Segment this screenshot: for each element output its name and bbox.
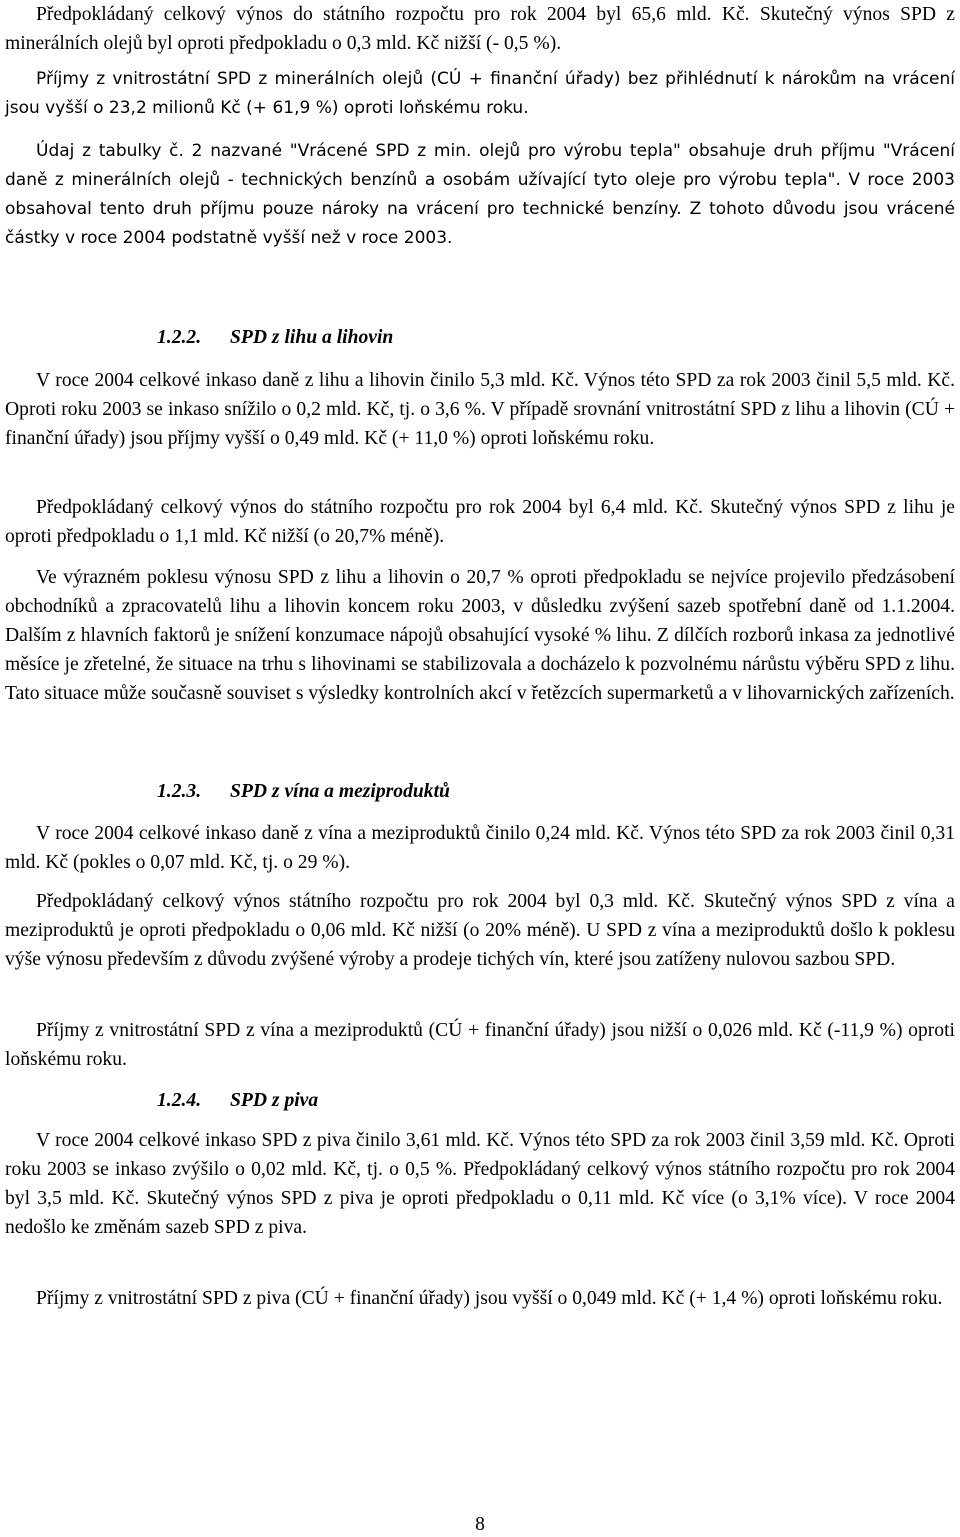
section-title: SPD z lihu a lihovin [230,327,394,348]
paragraph-spirits-decline-reasons: Ve výrazném poklesu výnosu SPD z lihu a lihovin o 20,7 % oproti předpokladu se nejvíce projevilo předzásobení obchodníků a zpracovatelů lihu a lihovin koncem roku 2003, v důsledku zvýšení sazeb spotřební daně od 1.1.2004. Dalším z hlavních faktorů je snížení konzumace nápojů obsahující vysoké % lihu. Z dílčích rozborů inkasa za jednotlivé měsíce je zřetelné, že situace na trhu s lihovinami se stabilizovala a docházelo k pozvolnému nárůstu výběru SPD z lihu. Tato situace může současně souviset s výsledky kontrolních akcí v řetězcích supermarketů a v lihovarnických zařízeních. [5,567,955,704]
page-number: 8 [475,1514,485,1535]
section-number: 1.2.4. [157,1090,202,1111]
paragraph-wine-collection: V roce 2004 celkové inkaso daně z vína a meziproduktů činilo 0,24 mld. Kč. Výnos této SPD za rok 2003 činil 0,31 mld. Kč (pokles o 0,07 mld. Kč, tj. o 29 %). [5,823,955,873]
paragraph-spirits-expected-yield: Předpokládaný celkový výnos do státního rozpočtu pro rok 2004 byl 6,4 mld. Kč. Skutečný výnos SPD z lihu je oproti předpokladu o 1,1 mld. Kč nižší (o 20,7% méně). [5,497,955,547]
paragraph-table-2-note: Údaj z tabulky č. 2 nazvané "Vrácené SPD z min. olejů pro výrobu tepla" obsahuje druh příjmu "Vrácení daně z minerálních olejů - technických benzínů a osobám užívající tyto oleje pro výrobu tepla". V roce 2003 obsahoval tento druh příjmu pouze nároky na vrácení pro technické benzíny. Z tohoto důvodu jsou vrácené částky v roce 2004 podstatně vyšší než v roce 2003. [5,141,955,248]
paragraph-wine-expected-yield: Předpokládaný celkový výnos státního rozpočtu pro rok 2004 byl 0,3 mld. Kč. Skutečný výnos SPD z vína a meziproduktů je oproti předpokladu o 0,06 mld. Kč nižší (o 20% méně). U SPD z vína a meziproduktů došlo k poklesu výše výnosu především z důvodu zvýšené výroby a prodeje tichých vín, které jsou zatíženy nulovou sazbou SPD. [5,891,955,970]
paragraph-domestic-mineral-oils: Příjmy z vnitrostátní SPD z minerálních olejů (CÚ + finanční úřady) bez přihlédnutí k nárokům na vrácení jsou vyšší o 23,2 milionů Kč (+ 61,9 %) oproti loňskému roku. [5,69,955,118]
section-heading-beer [157,1086,318,1115]
section-heading-spirits [157,323,393,352]
section-number: 1.2.2. [157,327,202,348]
section-title: SPD z piva [230,1090,319,1111]
section-title: SPD z vína a meziproduktů [230,781,450,802]
paragraph-beer-domestic: Příjmy z vnitrostátní SPD z piva (CÚ + finanční úřady) jsou vyšší o 0,049 mld. Kč (+ 1,4 %) oproti loňskému roku. [36,1288,943,1309]
paragraph-spirits-collection: V roce 2004 celkové inkaso daně z lihu a lihovin činilo 5,3 mld. Kč. Výnos této SPD za rok 2003 činil 5,5 mld. Kč. Oproti roku 2003 se inkaso snížilo o 0,2 mld. Kč, tj. o 3,6 %. V případě srovnání vnitrostátní SPD z lihu a lihovin (CÚ + finanční úřady) jsou příjmy vyšší o 0,49 mld. Kč (+ 11,0 %) oproti loňskému roku. [5,370,955,449]
section-number: 1.2.3. [157,781,202,802]
section-heading-wine [157,777,450,806]
paragraph-beer-collection: V roce 2004 celkové inkaso SPD z piva činilo 3,61 mld. Kč. Výnos této SPD za rok 2003 činil 3,59 mld. Kč. Oproti roku 2003 se inkaso zvýšilo o 0,02 mld. Kč, tj. o 0,5 %. Předpokládaný celkový výnos státního rozpočtu pro rok 2004 byl 3,5 mld. Kč. Skutečný výnos SPD z piva je oproti předpokladu o 0,11 mld. Kč více (o 3,1% více). V roce 2004 nedošlo ke změnám sazeb SPD z piva. [5,1130,955,1238]
paragraph-total-yield-mineral-oils: Předpokládaný celkový výnos do státního rozpočtu pro rok 2004 byl 65,6 mld. Kč. Skutečný výnos SPD z minerálních olejů byl oproti předpokladu o 0,3 mld. Kč nižší (- 0,5 %). [5,4,955,54]
paragraph-wine-domestic: Příjmy z vnitrostátní SPD z vína a meziproduktů (CÚ + finanční úřady) jsou nižší o 0,026 mld. Kč (-11,9 %) oproti loňskému roku. [5,1020,955,1070]
